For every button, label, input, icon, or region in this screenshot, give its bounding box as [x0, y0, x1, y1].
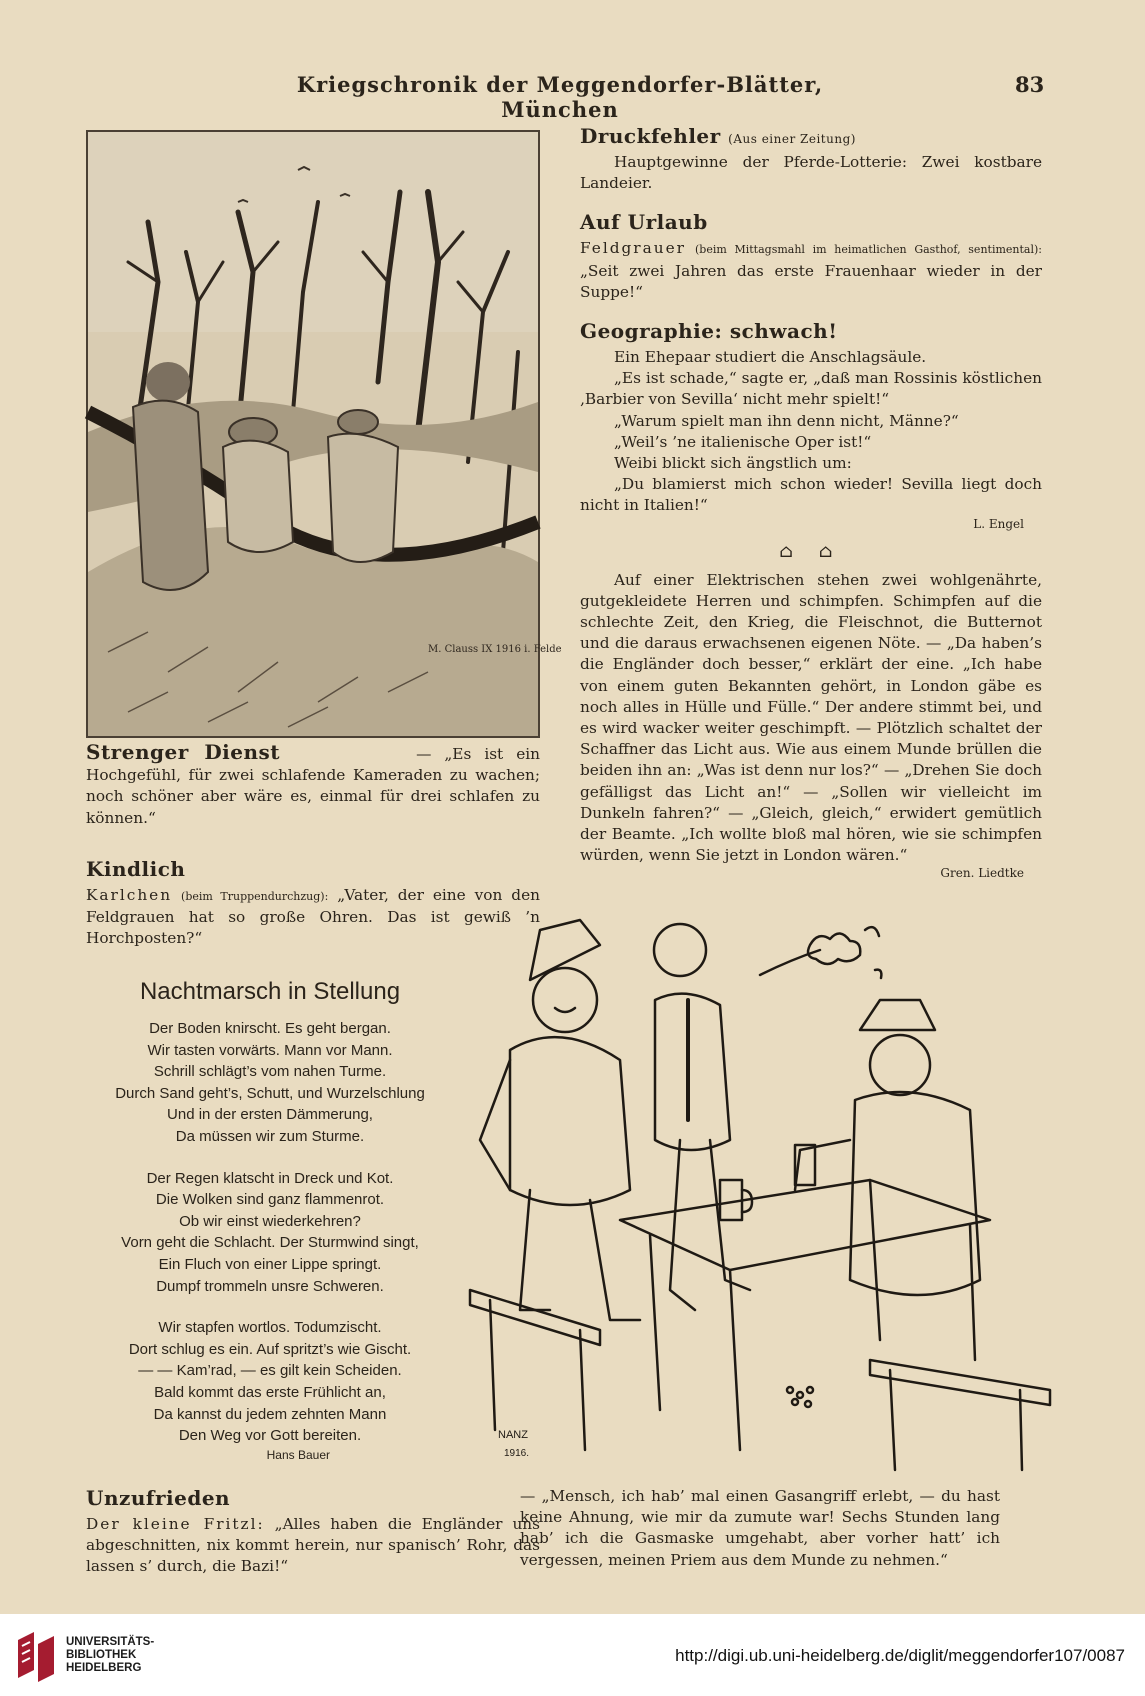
- poem-line: Dumpf trommeln unsre Schweren.: [156, 1277, 384, 1295]
- strenger-dienst-paragraph: [86, 742, 540, 829]
- poem-stanza-3: [70, 1317, 470, 1447]
- druckfehler-source: (Aus einer Zeitung): [728, 132, 856, 146]
- library-line: UNIVERSITÄTS-: [66, 1636, 155, 1648]
- kindlich-speaker: Karlchen: [86, 885, 173, 904]
- university-logo-icon: [14, 1630, 60, 1680]
- geographie-line: „Warum spielt man ihn denn nicht, Männe?“: [614, 411, 959, 430]
- geographie-line: „Du blamierst mich schon wieder! Sevilla liegt doch nicht in Italien!“: [580, 475, 1042, 515]
- poem-line: — — Kam’rad, — es gilt kein Scheiden.: [138, 1362, 402, 1380]
- poem-line: Vorn geht die Schlacht. Der Sturmwind singt,: [121, 1234, 419, 1252]
- illustration-signature: NANZ: [498, 1429, 528, 1441]
- druckfehler-heading: [580, 124, 1042, 148]
- druckfehler-text: Hauptgewinne der Pferde-Lotterie: Zwei kostbare Landeier.: [580, 153, 1042, 193]
- poem-line: Da kannst du jedem zehnten Mann: [153, 1405, 387, 1423]
- elektrische-author: Gren. Liedtke: [940, 866, 1024, 881]
- gasangriff-text: — „Mensch, ich hab’ mal einen Gasangriff erlebt, — du hast keine Ahnung, wie mir da zumute war! Sechs Stunden lang hab’ ich die Gasmaske umgehabt, aber vorher hatt’ ich vergessen, meinen Priem aus dem Munde zu nehmen.“: [520, 1487, 1000, 1569]
- auf-urlaub-context: (beim Mittagsmahl im heimatlichen Gasthof, sentimental):: [695, 243, 1042, 257]
- auf-urlaub-paragraph: [580, 238, 1042, 303]
- poem-title: Nachtmarsch in Stellung: [139, 978, 401, 1005]
- page-number: 83: [1015, 72, 1045, 97]
- auf-urlaub-title: Auf Urlaub: [580, 210, 708, 235]
- unzufrieden-section: [86, 1486, 540, 1578]
- geographie-title: Geographie: schwach!: [580, 319, 838, 344]
- geographie-line: Weibi blickt sich ängstlich um:: [614, 454, 852, 473]
- trench-illustration: [86, 130, 562, 738]
- tavern-drawing-icon: [470, 890, 1050, 1470]
- library-line: HEIDELBERG: [66, 1662, 142, 1674]
- unzufrieden-speaker: Der kleine Fritzl:: [86, 1515, 265, 1533]
- poem-line: Der Regen klatscht in Dreck und Kot.: [146, 1169, 394, 1187]
- geographie-author: L. Engel: [973, 516, 1024, 531]
- poem-line: Ein Fluch von einer Lippe springt.: [158, 1255, 382, 1273]
- poem-line: Wir stapfen wortlos. Todumzischt.: [158, 1319, 382, 1337]
- strenger-dienst-title: Strenger Dienst: [86, 740, 281, 764]
- poem-line: Dort schlug es ein. Auf spritzt’s wie Gischt.: [128, 1340, 412, 1358]
- poem-line: Wir tasten vorwärts. Mann vor Mann.: [147, 1041, 393, 1059]
- poem-line: Da müssen wir zum Sturme.: [175, 1127, 365, 1145]
- geographie-line: „Es ist schade,“ sagte er, „daß man Rossinis köstlichen ‚Barbier von Sevilla‘ nicht mehr spielt!“: [580, 369, 1042, 409]
- running-header: Kriegschronik der Meggendorfer-Blätter, München: [296, 72, 824, 122]
- gasangriff-section: [520, 1486, 1000, 1571]
- library-line: BIBLIOTHEK: [66, 1649, 137, 1661]
- geographie-line: „Weil’s ’ne italienische Oper ist!“: [614, 432, 872, 451]
- geographie-line: Ein Ehepaar studiert die Anschlagsäule.: [614, 348, 927, 367]
- unzufrieden-title: Unzufrieden: [86, 1486, 231, 1510]
- poem-nachtmarsch: [70, 978, 470, 1463]
- right-column: [580, 124, 1042, 880]
- poem-line: Ob wir einst wiederkehren?: [179, 1212, 361, 1230]
- poem-line: Der Boden knirscht. Es geht bergan.: [149, 1020, 391, 1037]
- poem-line: Den Weg vor Gott bereiten.: [178, 1427, 362, 1445]
- auf-urlaub-text: „Seit zwei Jahren das erste Frauenhaar wieder in der Suppe!“: [580, 261, 1042, 301]
- source-url-link[interactable]: http://digi.ub.uni-heidelberg.de/diglit/meggendorfer107/0087: [675, 1646, 1125, 1665]
- illustration-signature: M. Clauss IX 1916 i. Felde: [428, 644, 562, 655]
- library-footer: [0, 1614, 1145, 1696]
- poem-stanza-2: [70, 1168, 470, 1298]
- auf-urlaub-speaker: Feldgrauer: [580, 239, 686, 258]
- illustration-year: 1916.: [504, 1448, 530, 1459]
- unzufrieden-text: „Alles haben die Engländer uns abgeschnitten, nix kommt herein, nur spanisch’ Rohr, das lassen s’ durch, die Bazi!“: [86, 1515, 541, 1576]
- unzufrieden-paragraph: [86, 1514, 540, 1578]
- strenger-dienst-text: — „Es ist ein Hochgefühl, für zwei schlafende Kameraden zu wachen; noch schöner aber wäre es, einmal für drei schlafen zu können.“: [86, 745, 541, 827]
- poem-author: Hans Bauer: [266, 1447, 330, 1462]
- poem-line: Und in der ersten Dämmerung,: [167, 1106, 373, 1124]
- trench-drawing-icon: [88, 132, 562, 736]
- poem-line: Bald kommt das erste Frühlicht an,: [154, 1383, 386, 1401]
- elektrische-text: Auf einer Elektrischen stehen zwei wohlgenährte, gutgekleidete Herren und schimpfen. Schimpfen auf die schlechte Zeit, den Krieg, die Fleischnot, die Butternot und die daraus erwachsenen eigenen Nöte. — „Da haben’s die Engländer doch besser,“ erklärt der eine. „Ich habe von einem guten Bekannten gehört, in London gäbe es noch alles in Hülle und Fülle.“ Der andere stimmt bei, und es wird wacker weiter geschimpft. — Plötzlich schaltet der Schaffner das Licht aus. Wie aus einem Munde brüllen die beiden ihn an: „Was ist denn nur los?“ — „Drehen Sie doch gefälligst das Licht an!“ — „Sollen wir vielleicht im Dunkeln fahren?“ — „Gleich, gleich,“ erwidert gemütlich der Beamte. „Ich wollte bloß mal hören, wie sie schimpfen würden, wenn Sie jetzt in London wären.“: [580, 570, 1042, 865]
- poem-stanza-1: [70, 1018, 470, 1148]
- tavern-illustration: [470, 890, 1050, 1470]
- poem-line: Schrill schlägt’s vom nahen Turme.: [153, 1063, 387, 1081]
- library-name: [66, 1636, 154, 1675]
- druckfehler-title: Druckfehler: [580, 124, 721, 148]
- kindlich-text: „Vater, der eine von den Feldgrauen hat so große Ohren. Das ist gewiß ’n Horchposten?“: [86, 885, 540, 948]
- kindlich-title: Kindlich: [86, 856, 186, 881]
- kindlich-context: (beim Truppendurchzug):: [181, 889, 329, 903]
- section-ornament: ⌂ ⌂: [779, 540, 843, 562]
- poem-line: Durch Sand geht’s, Schutt, und Wurzelschlung: [115, 1084, 425, 1102]
- poem-line: Die Wolken sind ganz flammenrot.: [155, 1191, 385, 1209]
